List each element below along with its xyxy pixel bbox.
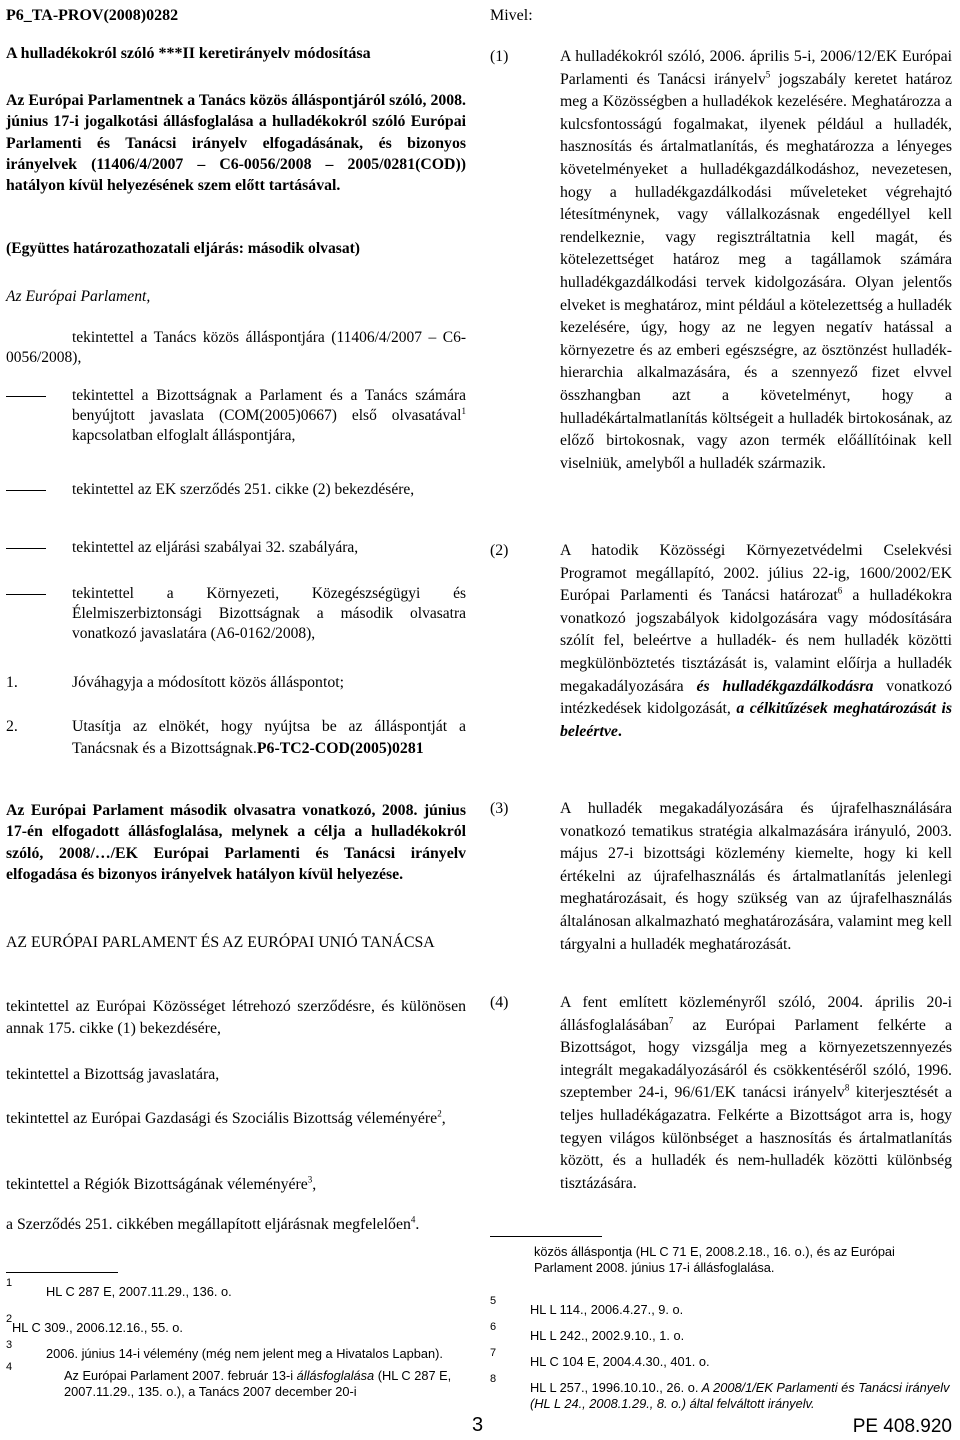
recital-4: (4) A fent említett közleményről szóló, 2004. április 20-i állásfoglalásában$^7$ az Európai Parlament felkérte a Bizottságot, hogy vizsgálja meg a környezetszennyezés integrált megakadályozásáról és csökkentéséről szóló, 1996. szeptember 24-i, 96/61/EK tanácsi irányelv$^8$ kiterjesztését a teljes hulladékágazatra. Felkérte a Bizottságot arra is, hogy tegyen világos különbséget a hasznosítás és ártalmatlanítás között, és a hulladék és nem-hulladék közötti különbség tisztázására. — [490, 994, 952, 1192]
procedure-code: P6-TC2-COD(2005)0281 — [256, 740, 424, 757]
point-1: 1. Jóváhagyja a módosított közös álláspontot; — [6, 674, 345, 691]
resolution-summary: Az Európai Parlamentnek a Tanács közös álláspontjáról szóló, 2008. június 17-i jogalkotási állásfoglalása a hulladékokról szóló Európai Parlamenti és Tanácsi irányelv elfogadásának, és bizonyos irányelvek (11406/4/2007 – C6-0056/2008 – 2005/0281(COD)) hatályon kívül helyezésének szem előtt tartásával. — [6, 92, 466, 195]
dash-bullet — [6, 538, 72, 558]
citation-3: tekintettel az EK szerződés 251. cikke (2) bekezdésére, — [6, 480, 466, 500]
footnote-ref: 3 — [307, 1174, 313, 1185]
dash-bullet — [6, 386, 72, 446]
left-footnotes — [6, 1277, 466, 1400]
considering-4: tekintettel a Régiók Bizottságának véleményére$^3$, — [6, 1174, 317, 1193]
page-code: PE 408.920 — [852, 1416, 952, 1437]
footnote: 5 HL L 114., 2006.4.27., 9. o. — [490, 1295, 684, 1317]
footnote: 2 HL C 309., 2006.12.16., 55. o. — [6, 1313, 183, 1335]
citation-5: tekintettel a Környezeti, Közegészségügyi és Élelmiszerbiztonsági Bizottságnak a második olvasatra vonatkozó javaslatára (A6-0162/2008), — [6, 584, 466, 644]
citation-2: tekintettel a Bizottságnak a Parlament és a Tanács számára benyújtott javaslata (COM(2005)0667) első olvasatával$^1$ kapcsolatban elfoglalt álláspontjára, — [6, 386, 466, 446]
parliament-opening: Az Európai Parlament, — [6, 288, 151, 305]
whereas-heading: Mivel: — [490, 7, 533, 24]
recital-3: (3) A hulladék megakadályozására és újrafelhasználására vonatkozó tematikus stratégia alkalmazására irányuló, 2003. május 27-i bizottsági közlemény kiemelte, hogy ki kell értékelni az újrafelhasználás és ártalmatlanítás jelenlegi meghatározásait, és hogy szükség van az újrafelhasználás általánosan alkalmazható meghatározására, valamint meg kell tárgyalni a hulladék meghatározását. — [490, 800, 952, 953]
footnote: 1 HL C 287 E, 2007.11.29., 136. o. — [6, 1277, 232, 1299]
footnote-ref: 5 — [765, 69, 771, 80]
considering-5: a Szerződés 251. cikkében megállapított eljárásnak megfelelően$^4$. — [6, 1214, 420, 1233]
dash-bullet — [6, 480, 72, 500]
footnote-continuation: közös álláspontja (HL C 71 E, 2008.2.18., 16. o.), és az Európai Parlament 2008. június 17-i állásfoglalása. — [534, 1244, 895, 1275]
footnote-separator — [490, 1236, 602, 1237]
considering-1: tekintettel az Európai Közösséget létrehozó szerződésre, és különösen annak 175. cikke (1) bekezdésére, — [6, 998, 466, 1037]
footnote-ref: 4 — [410, 1214, 416, 1225]
second-reading-title: Az Európai Parlament második olvasatra vonatkozó, 2008. június 17-én elfogadott állásfoglalása, melynek a célja a hulladékokról szóló, 2008/…/EK Európai Parlamenti és Tanácsi irányelv elfogadása és bizonyos irányelvek hatályon kívül helyezése. — [6, 802, 466, 884]
citation-1: tekintettel a Tanács közös álláspontjára (11406/4/2007 – C6-0056/2008), — [6, 329, 466, 366]
page-number: 3 — [472, 1414, 484, 1436]
footnote-ref: 2 — [437, 1108, 442, 1119]
recital-2: (2) A hatodik Közösségi Környezetvédelmi Cselekvési Programot megállapító, 2002. július 22-ig, 1600/2002/EK Európai Parlamenti és Tanácsi határozat$^6$ a hulladékokra vonatkozó jogszabályok kidolgozására vagy módosítására szólít fel, beleértve a hulladék- és nem hulladék közötti megkülönböztetés tisztázását is, valamint előírja a hulladék megakadályozására és hulladékgazdálkodásra vonatkozó intézkedések kidolgozását, a célkitűzések meghatározását is beleértve. — [490, 542, 952, 740]
document-title: A hulladékokról szóló ***II keretirányelv módosítása — [6, 45, 371, 62]
footnote-ref: 6 — [837, 585, 843, 596]
considering-2: tekintettel a Bizottság javaslatára, — [6, 1066, 220, 1083]
footnote-ref: 7 — [668, 1015, 674, 1026]
footnote-ref: 8 — [844, 1083, 850, 1094]
footnote-ref: 1 — [461, 405, 466, 416]
considering-3: tekintettel az Európai Gazdasági és Szociális Bizottság véleményére$^2$, — [6, 1108, 446, 1127]
footnote: 3 2006. június 14-i vélemény (még nem jelent meg a Hivatalos Lapban). — [6, 1339, 443, 1361]
recital-1: (1) A hulladékokról szóló, 2006. április 5-i, 2006/12/EK Európai Parlamenti és Tanácsi irányelv$^5$ jogszabály keretet határoz meg a Közösségben a hulladékok kezelésére. Meghatározza a kulcsfontosságú fogalmakat, ilyenek például a hulladék, hasznosítás és ártalmatlanítás, és meghatározza a lényeges követelményeket a hulladékgazdálkodáshoz, nevezetesen, hogy a hulladékgazdálkodási műveleteket végrehajtó létesítménynek, vagy vállalkozásnak engedéllyel kell rendelkeznie, vagy regisztráltatnia kell magát, és kötelezettséget határoz meg a tagállamok számára hulladékgazdálkodási tervek kidolgozására. Olyan jelentős elveket is meghatároz, mint például a kötelezettség a hulladék kezelésére, úgy, hogy az ne legyen negatív hatással a környezetre és az emberi egészségre, az ösztönzést hulladék-hierarchia alkalmazására, és a szennyező fizet elvvel összhangban azt a követelményt, hogy a hulladékártalmatlanítás költségeit a hulladék birtokosának, az előző birtokosnak, vagy azon termék előállítóinak kell viselniük, amelyből a hulladék származik. — [490, 48, 952, 472]
footnote: 4 Az Európai Parlament 2007. február 13-i állásfoglalása (HL C 287 E, 2007.11.29., 135. o.), a Tanács 2007 december 20-i — [6, 1361, 452, 1399]
point-2: 2. Utasítja az elnökét, hogy nyújtsa be az álláspontját a Tanácsnak és a Bizottságnak.P6-TC2-COD(2005)0281 — [6, 718, 466, 757]
footnote-separator — [6, 1272, 118, 1273]
citation-4: tekintettel az eljárási szabályai 32. szabályára, — [6, 538, 466, 558]
dash-bullet — [6, 584, 72, 644]
document-reference: P6_TA-PROV(2008)0282 — [6, 7, 179, 24]
footnote: 8 HL L 257., 1996.10.10., 26. o. A 2008/1/EK Parlamenti és Tanácsi irányelv (HL L 24., 2008.1.29., 8. o.) által felváltott irányelv. — [490, 1373, 950, 1411]
footnote: 7 HL C 104 E, 2004.4.30., 401. o. — [490, 1347, 710, 1369]
footnote: 6 HL L 242., 2002.9.10., 1. o. — [490, 1321, 685, 1343]
procedure-note: (Együttes határozathozatali eljárás: második olvasat) — [6, 240, 361, 257]
institution-heading: AZ EURÓPAI PARLAMENT ÉS AZ EURÓPAI UNIÓ TANÁCSA — [6, 934, 435, 951]
right-footnotes — [490, 1295, 952, 1412]
